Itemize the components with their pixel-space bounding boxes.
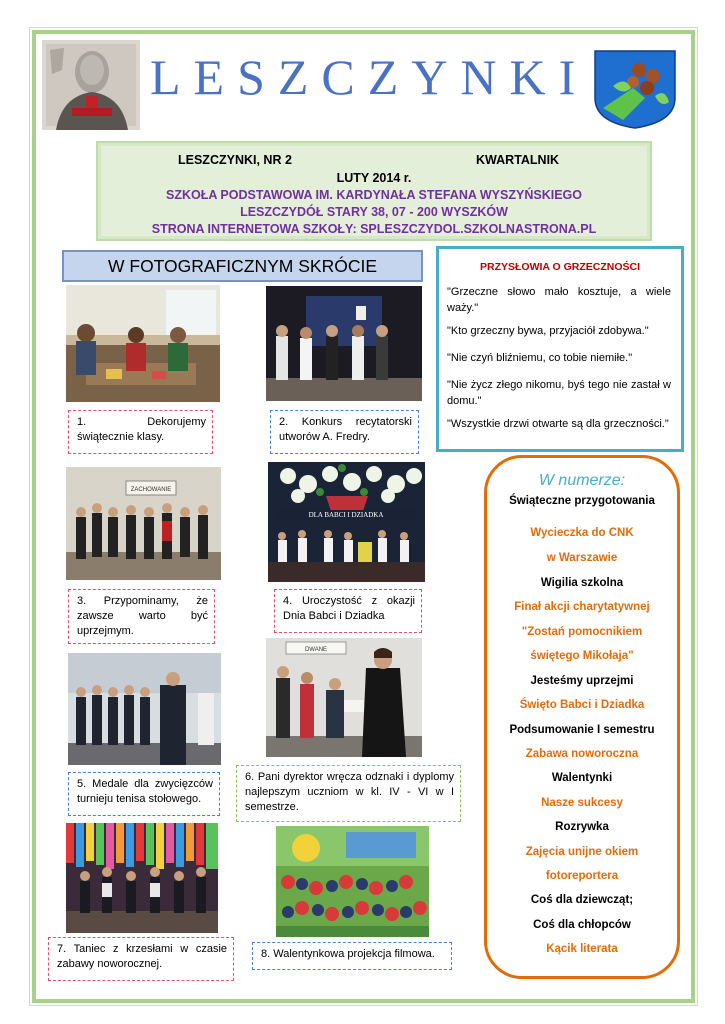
- in-this-issue-title: W numerze:: [538, 472, 626, 489]
- contents-item: Coś dla chłopców: [533, 919, 631, 931]
- contents-item: Wycieczka do CNK: [530, 527, 634, 539]
- issue-frequency: KWARTALNIK: [476, 153, 560, 167]
- newspaper-title: LESZCZYNKI: [150, 49, 589, 105]
- sign-text-2: DWANE: [304, 647, 328, 653]
- contents-item: Rozrywka: [555, 821, 609, 833]
- cardinal-portrait: [42, 40, 140, 130]
- caption-8: 8. Walentynkowa projekcja filmowa.: [252, 942, 452, 970]
- contents-item: Święto Babci i Dziadka: [519, 699, 645, 711]
- proverbs-box: [436, 246, 684, 452]
- banner-text: DLA BABCI I DZIADKA: [308, 511, 384, 519]
- contents-item: Wigilia szkolna: [540, 577, 624, 589]
- proverb-item: "Nie życz złego nikomu, byś tego nie zastał w domu.": [447, 379, 671, 407]
- photo-tennis-medals: [68, 653, 221, 765]
- caption-4: 4. Uroczystość z okazji Dnia Babci i Dziadka: [274, 589, 422, 633]
- contents-item: Nasze sukcesy: [541, 797, 623, 809]
- school-website[interactable]: STRONA INTERNETOWA SZKOŁY: SPLESZCZYDOL.SZKOLNASTRONA.PL: [151, 222, 597, 236]
- contents-item: Kącik literata: [546, 943, 618, 955]
- caption-1: 1. Dekorujemy świątecznie klasy.: [68, 410, 213, 454]
- in-this-issue-box: [484, 455, 680, 979]
- contents-item: Podsumowanie I semestru: [509, 724, 655, 736]
- issue-date: LUTY 2014 r.: [336, 171, 412, 185]
- photo-classroom-decorating: [66, 285, 220, 402]
- proverb-item: "Kto grzeczny bywa, przyjaciół zdobywa.": [447, 325, 649, 337]
- proverbs-title: PRZYSŁOWIA O GRZECZNOŚCI: [479, 261, 641, 273]
- section-title: W FOTOGRAFICZNYM SKRÓCIE: [62, 250, 423, 282]
- photo-principal-awards: [266, 638, 422, 757]
- contents-item: Coś dla dziewcząt;: [530, 894, 634, 906]
- caption-5: 5. Medale dla zwycięzców turnieju tenisa stołowego.: [68, 772, 220, 816]
- issue-number: LESZCZYNKI, NR 2: [178, 153, 292, 167]
- contents-item: Zajęcia unijne okiem: [525, 846, 639, 858]
- contents-item: Jesteśmy uprzejmi: [530, 675, 634, 687]
- caption-6: 6. Pani dyrektor wręcza odznaki i dyplomy najlepszym uczniom w kl. IV - VI w I semestrze.: [236, 765, 461, 822]
- proverb-item: "Nie czyń bliźniemu, co tobie niemiłe.": [447, 352, 633, 364]
- caption-3: 3. Przypominamy, że zawsze warto być uprzejmym.: [68, 589, 215, 644]
- photo-grandparents-day: [268, 462, 425, 582]
- proverb-item: "Wszystkie drzwi otwarte są dla grzeczności.": [447, 418, 669, 430]
- photo-valentine-screening: [276, 826, 429, 937]
- contents-item: Finał akcji charytatywnej: [514, 601, 650, 613]
- school-crest-icon: [593, 48, 677, 135]
- photo-recitation-contest: [266, 286, 422, 401]
- school-address: LESZCZYDÓŁ STARY 38, 07 - 200 WYSZKÓW: [240, 205, 508, 219]
- contents-item: Zabawa noworoczna: [525, 748, 639, 760]
- contents-item: fotoreportera: [545, 870, 619, 882]
- issue-info-box: [96, 141, 652, 241]
- contents-item: świętego Mikołaja": [530, 650, 634, 662]
- sign-text-1: ZACHOWANIE: [130, 487, 172, 493]
- contents-item: w Warszawie: [546, 552, 618, 564]
- contents-item: Walentynki: [551, 772, 613, 784]
- photo-politeness-performance: [66, 467, 221, 580]
- proverb-item: "Grzeczne słowo mało kosztuje, a wiele waży.": [447, 286, 671, 314]
- caption-7: 7. Taniec z krzesłami w czasie zabawy noworocznej.: [48, 937, 234, 981]
- caption-2: 2. Konkurs recytatorski utworów A. Fredry.: [270, 410, 419, 454]
- photo-chairs-dance: [66, 823, 218, 933]
- school-name: SZKOŁA PODSTAWOWA IM. KARDYNAŁA STEFANA WYSZYŃSKIEGO: [166, 188, 582, 202]
- contents-item: Świąteczne przygotowania: [509, 495, 655, 507]
- contents-item: "Zostań pomocnikiem: [521, 626, 643, 638]
